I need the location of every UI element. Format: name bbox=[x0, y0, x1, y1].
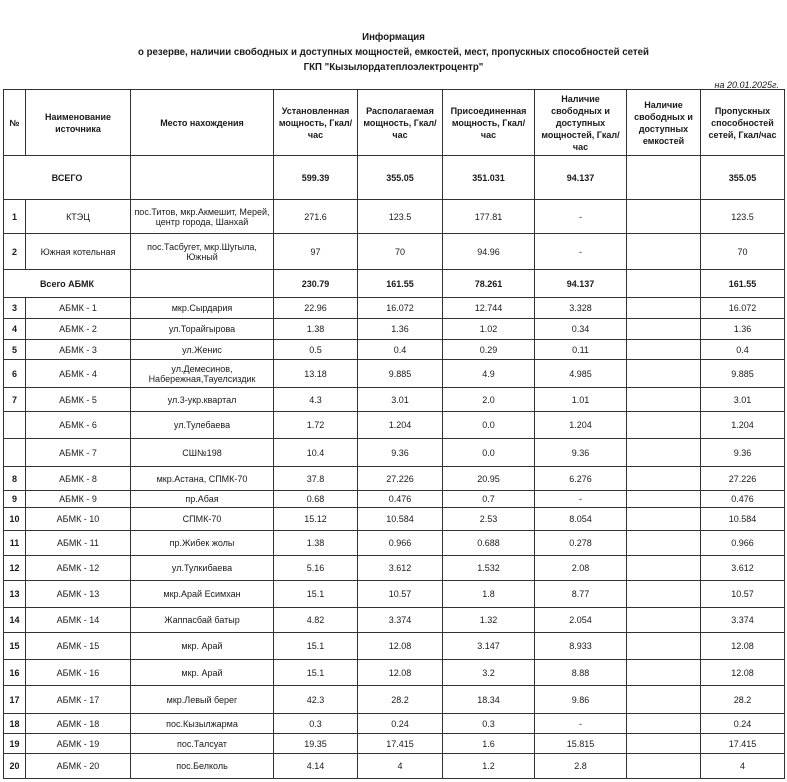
cell-throughput: 1.204 bbox=[701, 412, 785, 439]
total-available: 355.05 bbox=[358, 156, 443, 200]
cell-free: - bbox=[535, 234, 627, 270]
col-header-capacity: Наличие свободных и доступных емкостей bbox=[627, 90, 701, 156]
cell-throughput: 3.374 bbox=[701, 608, 785, 633]
cell-location: пос.Титов, мкр.Акмешит, Мерей, центр города, Шанхай bbox=[131, 200, 274, 234]
cell-capacity bbox=[627, 412, 701, 439]
cell-location: мкр.Сырдария bbox=[131, 298, 274, 319]
cell-available: 1.36 bbox=[358, 319, 443, 340]
cell-num: 3 bbox=[4, 298, 26, 319]
table-row bbox=[4, 686, 785, 714]
cell-name: АБМК - 16 bbox=[26, 660, 131, 686]
cell-location: мкр. Арай bbox=[131, 633, 274, 660]
cell-location: ул.3-укр.квартал bbox=[131, 388, 274, 412]
table-row bbox=[4, 660, 785, 686]
cell-throughput: 9.885 bbox=[701, 360, 785, 388]
table-row bbox=[4, 439, 785, 467]
cell-free: 2.08 bbox=[535, 556, 627, 581]
cell-available: 17.415 bbox=[358, 734, 443, 754]
cell-num: 14 bbox=[4, 608, 26, 633]
cell-name: АБМК - 20 bbox=[26, 754, 131, 779]
col-header-installed: Установленная мощность, Гкал/час bbox=[274, 90, 358, 156]
total-row bbox=[4, 156, 785, 200]
cell-num bbox=[4, 439, 26, 467]
cell-installed: 15.1 bbox=[274, 581, 358, 608]
report-date: на 20.01.2025г. bbox=[714, 80, 779, 90]
cell-free: 6.276 bbox=[535, 467, 627, 491]
cell-location: пос.Тасбугет, мкр.Шугыла, Южный bbox=[131, 234, 274, 270]
subtotal-location bbox=[131, 270, 274, 298]
total-location bbox=[131, 156, 274, 200]
table-row bbox=[4, 340, 785, 360]
cell-location: мкр.Астана, СПМК-70 bbox=[131, 467, 274, 491]
cell-free: 15.815 bbox=[535, 734, 627, 754]
cell-installed: 15.1 bbox=[274, 660, 358, 686]
cell-capacity bbox=[627, 556, 701, 581]
table-row bbox=[4, 234, 785, 270]
cell-location: пр.Жибек жолы bbox=[131, 531, 274, 556]
cell-installed: 10.4 bbox=[274, 439, 358, 467]
cell-installed: 37.8 bbox=[274, 467, 358, 491]
cell-connected: 20.95 bbox=[443, 467, 535, 491]
cell-available: 3.612 bbox=[358, 556, 443, 581]
total-connected: 351.031 bbox=[443, 156, 535, 200]
cell-available: 10.57 bbox=[358, 581, 443, 608]
cell-name: АБМК - 2 bbox=[26, 319, 131, 340]
cell-num: 12 bbox=[4, 556, 26, 581]
cell-installed: 19.35 bbox=[274, 734, 358, 754]
cell-available: 0.4 bbox=[358, 340, 443, 360]
col-header-free: Наличие свободных и доступных мощностей, Гкал/час bbox=[535, 90, 627, 156]
cell-free: 2.8 bbox=[535, 754, 627, 779]
cell-name: АБМК - 9 bbox=[26, 491, 131, 508]
cell-connected: 1.32 bbox=[443, 608, 535, 633]
col-header-available: Располагаемая мощность, Гкал/час bbox=[358, 90, 443, 156]
cell-throughput: 123.5 bbox=[701, 200, 785, 234]
cell-num: 10 bbox=[4, 508, 26, 531]
table-row bbox=[4, 734, 785, 754]
cell-connected: 1.02 bbox=[443, 319, 535, 340]
cell-connected: 0.29 bbox=[443, 340, 535, 360]
cell-installed: 15.12 bbox=[274, 508, 358, 531]
cell-throughput: 0.24 bbox=[701, 714, 785, 734]
cell-capacity bbox=[627, 200, 701, 234]
cell-connected: 0.0 bbox=[443, 412, 535, 439]
cell-capacity bbox=[627, 319, 701, 340]
cell-free: 8.054 bbox=[535, 508, 627, 531]
cell-available: 12.08 bbox=[358, 660, 443, 686]
cell-connected: 0.3 bbox=[443, 714, 535, 734]
cell-capacity bbox=[627, 491, 701, 508]
cell-name: Южная котельная bbox=[26, 234, 131, 270]
cell-name: КТЭЦ bbox=[26, 200, 131, 234]
total-capacity bbox=[627, 156, 701, 200]
cell-available: 16.072 bbox=[358, 298, 443, 319]
cell-installed: 42.3 bbox=[274, 686, 358, 714]
cell-capacity bbox=[627, 234, 701, 270]
cell-connected: 3.2 bbox=[443, 660, 535, 686]
cell-installed: 5.16 bbox=[274, 556, 358, 581]
cell-capacity bbox=[627, 714, 701, 734]
cell-connected: 0.0 bbox=[443, 439, 535, 467]
total-free: 94.137 bbox=[535, 156, 627, 200]
cell-location: пос.Талсуат bbox=[131, 734, 274, 754]
table-row bbox=[4, 491, 785, 508]
cell-available: 123.5 bbox=[358, 200, 443, 234]
cell-location: Жаппасбай батыр bbox=[131, 608, 274, 633]
cell-free: 9.36 bbox=[535, 439, 627, 467]
cell-connected: 177.81 bbox=[443, 200, 535, 234]
col-header-connected: Присоединенная мощность, Гкал/час bbox=[443, 90, 535, 156]
cell-throughput: 10.584 bbox=[701, 508, 785, 531]
cell-throughput: 10.57 bbox=[701, 581, 785, 608]
table-row bbox=[4, 556, 785, 581]
capacity-table bbox=[3, 89, 785, 779]
cell-installed: 4.3 bbox=[274, 388, 358, 412]
cell-available: 0.476 bbox=[358, 491, 443, 508]
cell-name: АБМК - 18 bbox=[26, 714, 131, 734]
cell-throughput: 1.36 bbox=[701, 319, 785, 340]
cell-throughput: 4 bbox=[701, 754, 785, 779]
cell-available: 12.08 bbox=[358, 633, 443, 660]
cell-capacity bbox=[627, 754, 701, 779]
cell-free: 1.01 bbox=[535, 388, 627, 412]
cell-installed: 13.18 bbox=[274, 360, 358, 388]
cell-capacity bbox=[627, 686, 701, 714]
table-row bbox=[4, 298, 785, 319]
cell-num: 9 bbox=[4, 491, 26, 508]
cell-throughput: 27.226 bbox=[701, 467, 785, 491]
table-row bbox=[4, 714, 785, 734]
cell-name: АБМК - 12 bbox=[26, 556, 131, 581]
cell-num: 19 bbox=[4, 734, 26, 754]
cell-throughput: 28.2 bbox=[701, 686, 785, 714]
cell-capacity bbox=[627, 608, 701, 633]
cell-name: АБМК - 6 bbox=[26, 412, 131, 439]
cell-installed: 4.82 bbox=[274, 608, 358, 633]
cell-installed: 97 bbox=[274, 234, 358, 270]
cell-location: ул.Женис bbox=[131, 340, 274, 360]
cell-location: ул.Торайгырова bbox=[131, 319, 274, 340]
cell-connected: 1.8 bbox=[443, 581, 535, 608]
cell-connected: 3.147 bbox=[443, 633, 535, 660]
cell-location: СПМК-70 bbox=[131, 508, 274, 531]
cell-installed: 22.96 bbox=[274, 298, 358, 319]
cell-location: пос.Кызылжарма bbox=[131, 714, 274, 734]
table-row bbox=[4, 467, 785, 491]
cell-connected: 1.532 bbox=[443, 556, 535, 581]
cell-connected: 2.53 bbox=[443, 508, 535, 531]
cell-installed: 1.38 bbox=[274, 319, 358, 340]
cell-installed: 1.38 bbox=[274, 531, 358, 556]
cell-free: - bbox=[535, 714, 627, 734]
cell-available: 3.374 bbox=[358, 608, 443, 633]
cell-installed: 4.14 bbox=[274, 754, 358, 779]
cell-name: АБМК - 19 bbox=[26, 734, 131, 754]
cell-free: 1.204 bbox=[535, 412, 627, 439]
cell-num: 8 bbox=[4, 467, 26, 491]
col-header-throughput: Пропускных способностей сетей, Гкал/час bbox=[701, 90, 785, 156]
table-row bbox=[4, 200, 785, 234]
cell-available: 3.01 bbox=[358, 388, 443, 412]
cell-location: ул.Тулебаева bbox=[131, 412, 274, 439]
cell-capacity bbox=[627, 660, 701, 686]
cell-capacity bbox=[627, 734, 701, 754]
cell-throughput: 12.08 bbox=[701, 633, 785, 660]
subtotal-connected: 78.261 bbox=[443, 270, 535, 298]
subtotal-row bbox=[4, 270, 785, 298]
table-row bbox=[4, 388, 785, 412]
cell-free: 0.11 bbox=[535, 340, 627, 360]
cell-name: АБМК - 17 bbox=[26, 686, 131, 714]
cell-name: АБМК - 13 bbox=[26, 581, 131, 608]
cell-name: АБМК - 11 bbox=[26, 531, 131, 556]
total-throughput: 355.05 bbox=[701, 156, 785, 200]
col-header-location: Место нахождения bbox=[131, 90, 274, 156]
cell-location: СШ№198 bbox=[131, 439, 274, 467]
cell-num: 17 bbox=[4, 686, 26, 714]
cell-num: 7 bbox=[4, 388, 26, 412]
cell-num: 18 bbox=[4, 714, 26, 734]
cell-location: пос.Белколь bbox=[131, 754, 274, 779]
table-row bbox=[4, 360, 785, 388]
cell-throughput: 0.4 bbox=[701, 340, 785, 360]
cell-free: 2.054 bbox=[535, 608, 627, 633]
cell-capacity bbox=[627, 298, 701, 319]
table-row bbox=[4, 581, 785, 608]
total-label: ВСЕГО bbox=[4, 156, 131, 200]
subtotal-available: 161.55 bbox=[358, 270, 443, 298]
cell-available: 4 bbox=[358, 754, 443, 779]
subtotal-free: 94.137 bbox=[535, 270, 627, 298]
cell-num: 20 bbox=[4, 754, 26, 779]
table-row bbox=[4, 531, 785, 556]
cell-name: АБМК - 5 bbox=[26, 388, 131, 412]
cell-throughput: 3.612 bbox=[701, 556, 785, 581]
cell-location: ул.Демесинов, Набережная,Тауелсиздик bbox=[131, 360, 274, 388]
cell-installed: 1.72 bbox=[274, 412, 358, 439]
cell-available: 1.204 bbox=[358, 412, 443, 439]
cell-capacity bbox=[627, 633, 701, 660]
cell-num: 4 bbox=[4, 319, 26, 340]
cell-name: АБМК - 14 bbox=[26, 608, 131, 633]
cell-free: 8.88 bbox=[535, 660, 627, 686]
cell-free: 8.77 bbox=[535, 581, 627, 608]
cell-connected: 94.96 bbox=[443, 234, 535, 270]
cell-num: 13 bbox=[4, 581, 26, 608]
cell-location: пр.Абая bbox=[131, 491, 274, 508]
cell-free: 0.34 bbox=[535, 319, 627, 340]
cell-name: АБМК - 15 bbox=[26, 633, 131, 660]
cell-location: ул.Тулкибаева bbox=[131, 556, 274, 581]
cell-free: 3.328 bbox=[535, 298, 627, 319]
cell-free: 8.933 bbox=[535, 633, 627, 660]
table-row bbox=[4, 319, 785, 340]
cell-connected: 2.0 bbox=[443, 388, 535, 412]
subtotal-throughput: 161.55 bbox=[701, 270, 785, 298]
cell-num: 5 bbox=[4, 340, 26, 360]
table-row bbox=[4, 754, 785, 779]
title-line-1: Информация bbox=[362, 31, 425, 43]
cell-throughput: 0.966 bbox=[701, 531, 785, 556]
table-row bbox=[4, 508, 785, 531]
cell-installed: 271.6 bbox=[274, 200, 358, 234]
cell-free: 9.86 bbox=[535, 686, 627, 714]
cell-name: АБМК - 8 bbox=[26, 467, 131, 491]
cell-installed: 0.5 bbox=[274, 340, 358, 360]
cell-available: 0.24 bbox=[358, 714, 443, 734]
title-line-2: о резерве, наличии свободных и доступных мощностей, емкостей, мест, пропускных способностей сетей bbox=[138, 46, 649, 58]
table-row bbox=[4, 412, 785, 439]
cell-connected: 1.6 bbox=[443, 734, 535, 754]
cell-available: 70 bbox=[358, 234, 443, 270]
cell-installed: 0.3 bbox=[274, 714, 358, 734]
subtotal-capacity bbox=[627, 270, 701, 298]
cell-throughput: 16.072 bbox=[701, 298, 785, 319]
cell-free: 0.278 bbox=[535, 531, 627, 556]
cell-available: 28.2 bbox=[358, 686, 443, 714]
cell-available: 27.226 bbox=[358, 467, 443, 491]
total-installed: 599.39 bbox=[274, 156, 358, 200]
subtotal-label: Всего АБМК bbox=[4, 270, 131, 298]
cell-name: АБМК - 10 bbox=[26, 508, 131, 531]
cell-connected: 12.744 bbox=[443, 298, 535, 319]
cell-throughput: 9.36 bbox=[701, 439, 785, 467]
cell-connected: 1.2 bbox=[443, 754, 535, 779]
col-header-name: Наименование источника bbox=[26, 90, 131, 156]
cell-capacity bbox=[627, 508, 701, 531]
table-header-row bbox=[4, 90, 785, 156]
cell-capacity bbox=[627, 439, 701, 467]
cell-free: 4.985 bbox=[535, 360, 627, 388]
subtotal-installed: 230.79 bbox=[274, 270, 358, 298]
cell-num: 6 bbox=[4, 360, 26, 388]
cell-name: АБМК - 1 bbox=[26, 298, 131, 319]
cell-capacity bbox=[627, 340, 701, 360]
cell-throughput: 0.476 bbox=[701, 491, 785, 508]
cell-available: 10.584 bbox=[358, 508, 443, 531]
cell-available: 9.36 bbox=[358, 439, 443, 467]
cell-connected: 18.34 bbox=[443, 686, 535, 714]
cell-available: 0.966 bbox=[358, 531, 443, 556]
cell-location: мкр.Арай Есимхан bbox=[131, 581, 274, 608]
cell-connected: 0.688 bbox=[443, 531, 535, 556]
cell-connected: 4.9 bbox=[443, 360, 535, 388]
document-title bbox=[0, 30, 787, 75]
cell-capacity bbox=[627, 581, 701, 608]
cell-location: мкр.Левый берег bbox=[131, 686, 274, 714]
table-row bbox=[4, 633, 785, 660]
cell-capacity bbox=[627, 467, 701, 491]
cell-location: мкр. Арай bbox=[131, 660, 274, 686]
cell-available: 9.885 bbox=[358, 360, 443, 388]
cell-capacity bbox=[627, 360, 701, 388]
table-row bbox=[4, 608, 785, 633]
cell-throughput: 70 bbox=[701, 234, 785, 270]
cell-num bbox=[4, 412, 26, 439]
cell-num: 11 bbox=[4, 531, 26, 556]
cell-throughput: 3.01 bbox=[701, 388, 785, 412]
col-header-num: № bbox=[4, 90, 26, 156]
cell-installed: 15.1 bbox=[274, 633, 358, 660]
title-line-3: ГКП "Кызылордатеплоэлектроцентр" bbox=[303, 61, 484, 73]
cell-connected: 0.7 bbox=[443, 491, 535, 508]
cell-name: АБМК - 7 bbox=[26, 439, 131, 467]
cell-name: АБМК - 4 bbox=[26, 360, 131, 388]
cell-throughput: 12.08 bbox=[701, 660, 785, 686]
cell-num: 1 bbox=[4, 200, 26, 234]
cell-name: АБМК - 3 bbox=[26, 340, 131, 360]
cell-num: 16 bbox=[4, 660, 26, 686]
cell-num: 15 bbox=[4, 633, 26, 660]
cell-free: - bbox=[535, 491, 627, 508]
cell-free: - bbox=[535, 200, 627, 234]
cell-capacity bbox=[627, 531, 701, 556]
cell-installed: 0.68 bbox=[274, 491, 358, 508]
cell-capacity bbox=[627, 388, 701, 412]
cell-num: 2 bbox=[4, 234, 26, 270]
cell-throughput: 17.415 bbox=[701, 734, 785, 754]
